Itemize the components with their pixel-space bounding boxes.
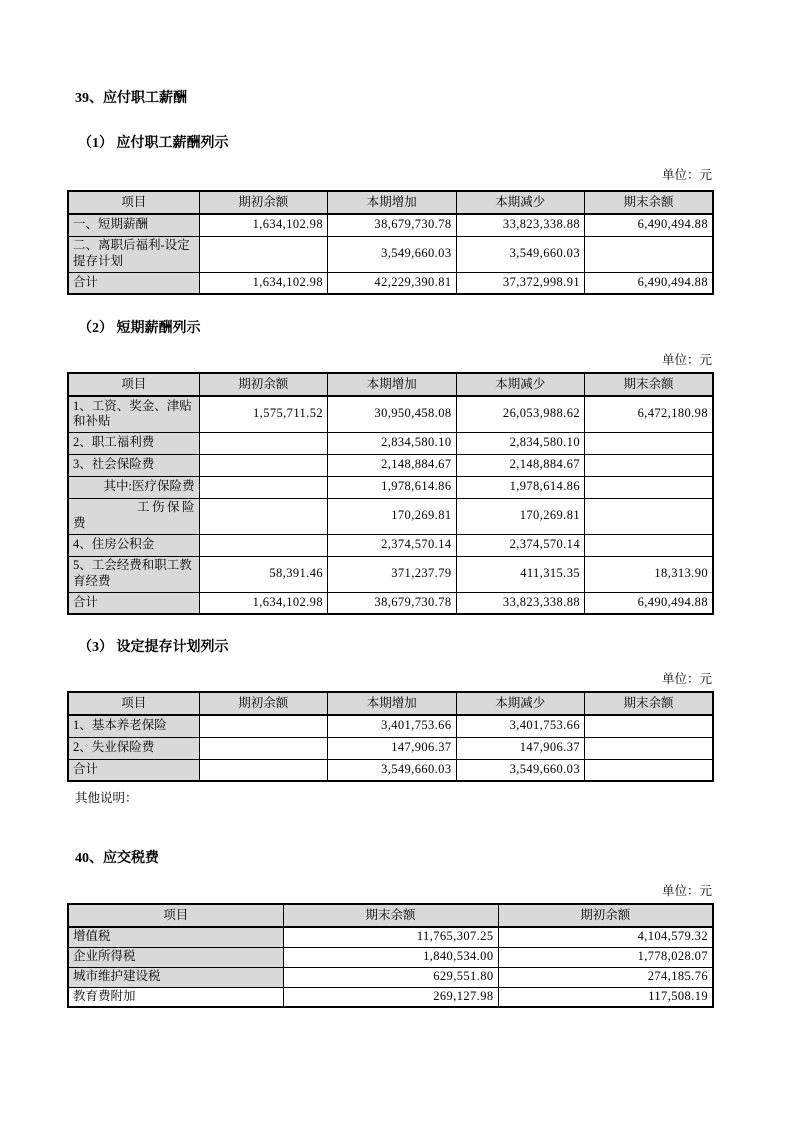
cell-beginning-balance: 4,104,579.32 — [498, 927, 713, 947]
cell-ending-balance: 629,551.80 — [283, 967, 498, 987]
column-header-current-increase: 本期增加 — [328, 373, 457, 396]
cell-current-decrease: 26,053,988.62 — [456, 396, 585, 432]
cell-beginning-balance — [199, 432, 328, 454]
unit-label: 单位：元 — [661, 353, 712, 367]
cell-current-increase: 3,549,660.03 — [328, 236, 457, 272]
table-row — [68, 432, 713, 454]
cell-ending-balance: 269,127.98 — [283, 987, 498, 1007]
table-header-row — [68, 692, 713, 715]
column-header-current-decrease: 本期减少 — [456, 692, 585, 715]
table-taxes-payable — [67, 903, 714, 1008]
cell-current-decrease: 2,374,570.14 — [456, 534, 585, 556]
cell-current-decrease: 3,549,660.03 — [456, 236, 585, 272]
section-39-title: 39、应付职工薪酬 — [75, 91, 187, 106]
cell-current-increase: 42,229,390.81 — [328, 272, 457, 294]
cell-current-increase: 2,834,580.10 — [328, 432, 457, 454]
table-header-row — [68, 904, 713, 927]
cell-current-increase: 371,237.79 — [328, 556, 457, 592]
cell-ending-balance — [585, 715, 714, 737]
cell-current-increase: 1,978,614.86 — [328, 476, 457, 498]
cell-current-increase: 38,679,730.78 — [328, 592, 457, 614]
cell-beginning-balance — [199, 498, 328, 534]
table-row — [68, 967, 713, 987]
table-row — [68, 454, 713, 476]
cell-item-label: 增值税 — [68, 927, 283, 947]
cell-ending-balance — [585, 236, 714, 272]
column-header-item: 项目 — [68, 373, 199, 396]
cell-item-label: 一、短期薪酬 — [68, 214, 199, 236]
cell-ending-balance — [585, 432, 714, 454]
table-row — [68, 947, 713, 967]
cell-item-label: 城市维护建设税 — [68, 967, 283, 987]
section-39-subsection-3-title: （3） 设定提存计划列示 — [78, 640, 229, 655]
table-row — [68, 737, 713, 759]
cell-item-label: 5、工会经费和职工教育经费 — [68, 556, 199, 592]
column-header-ending-balance: 期末余额 — [585, 191, 714, 214]
cell-item-label: 二、离职后福利-设定提存计划 — [68, 236, 199, 272]
table-total-row — [68, 272, 713, 294]
cell-current-decrease: 170,269.81 — [456, 498, 585, 534]
table-row — [68, 987, 713, 1007]
cell-current-decrease: 2,148,884.67 — [456, 454, 585, 476]
table-row — [68, 498, 713, 534]
table-row — [68, 396, 713, 432]
cell-ending-balance — [585, 737, 714, 759]
column-header-item: 项目 — [68, 692, 199, 715]
cell-ending-balance — [585, 476, 714, 498]
cell-item-label: 其中:医疗保险费 — [68, 476, 199, 498]
cell-beginning-balance: 1,634,102.98 — [199, 214, 328, 236]
cell-ending-balance — [585, 534, 714, 556]
column-header-beginning-balance: 期初余额 — [199, 191, 328, 214]
column-header-current-increase: 本期增加 — [328, 191, 457, 214]
column-header-current-decrease: 本期减少 — [456, 191, 585, 214]
column-header-ending-balance: 期末余额 — [585, 373, 714, 396]
cell-beginning-balance — [199, 454, 328, 476]
cell-current-decrease: 411,315.35 — [456, 556, 585, 592]
cell-item-label: 3、社会保险费 — [68, 454, 199, 476]
column-header-ending-balance: 期末余额 — [585, 692, 714, 715]
cell-item-label: 4、住房公积金 — [68, 534, 199, 556]
cell-ending-balance — [585, 498, 714, 534]
column-header-beginning-balance: 期初余额 — [498, 904, 713, 927]
table-row — [68, 927, 713, 947]
cell-ending-balance: 11,765,307.25 — [283, 927, 498, 947]
table-row — [68, 476, 713, 498]
cell-current-increase: 2,374,570.14 — [328, 534, 457, 556]
cell-current-decrease: 1,978,614.86 — [456, 476, 585, 498]
other-note-label: 其他说明： — [75, 791, 138, 805]
unit-label: 单位：元 — [661, 168, 712, 182]
section-39-subsection-1-title: （1） 应付职工薪酬列示 — [78, 136, 229, 151]
cell-current-decrease: 2,834,580.10 — [456, 432, 585, 454]
cell-current-increase: 170,269.81 — [328, 498, 457, 534]
table-total-row — [68, 592, 713, 614]
cell-item-label: 1、基本养老保险 — [68, 715, 199, 737]
unit-label: 单位：元 — [661, 884, 712, 898]
cell-ending-balance: 6,490,494.88 — [585, 592, 714, 614]
cell-beginning-balance: 58,391.46 — [199, 556, 328, 592]
cell-beginning-balance — [199, 236, 328, 272]
cell-ending-balance: 6,490,494.88 — [585, 272, 714, 294]
cell-current-increase: 2,148,884.67 — [328, 454, 457, 476]
cell-ending-balance: 18,313.90 — [585, 556, 714, 592]
cell-total-label: 合计 — [68, 759, 199, 781]
column-header-beginning-balance: 期初余额 — [199, 373, 328, 396]
section-40-title: 40、应交税费 — [75, 851, 159, 866]
cell-item-label: 教育费附加 — [68, 987, 283, 1007]
cell-current-decrease: 3,401,753.66 — [456, 715, 585, 737]
table-row — [68, 534, 713, 556]
cell-ending-balance — [585, 454, 714, 476]
cell-item-label: 1、工资、奖金、津贴和补贴 — [68, 396, 199, 432]
cell-beginning-balance — [199, 476, 328, 498]
cell-current-decrease: 37,372,998.91 — [456, 272, 585, 294]
cell-beginning-balance — [199, 715, 328, 737]
cell-total-label: 合计 — [68, 272, 199, 294]
cell-item-label: 工伤保险费 — [68, 498, 199, 534]
cell-current-increase: 3,549,660.03 — [328, 759, 457, 781]
table-header-row — [68, 373, 713, 396]
unit-label: 单位：元 — [661, 672, 712, 686]
table-row — [68, 556, 713, 592]
cell-ending-balance: 6,472,180.98 — [585, 396, 714, 432]
table-header-row — [68, 191, 713, 214]
cell-current-increase: 147,906.37 — [328, 737, 457, 759]
table-employee-compensation-summary — [67, 190, 714, 295]
cell-current-decrease: 33,823,338.88 — [456, 592, 585, 614]
cell-beginning-balance — [199, 534, 328, 556]
cell-total-label: 合计 — [68, 592, 199, 614]
table-short-term-compensation — [67, 372, 714, 615]
cell-beginning-balance: 1,634,102.98 — [199, 272, 328, 294]
column-header-item: 项目 — [68, 191, 199, 214]
table-row — [68, 715, 713, 737]
cell-item-label: 2、职工福利费 — [68, 432, 199, 454]
cell-beginning-balance: 117,508.19 — [498, 987, 713, 1007]
cell-current-decrease: 33,823,338.88 — [456, 214, 585, 236]
cell-current-decrease: 147,906.37 — [456, 737, 585, 759]
cell-beginning-balance: 1,778,028.07 — [498, 947, 713, 967]
cell-item-label: 2、失业保险费 — [68, 737, 199, 759]
cell-ending-balance: 1,840,534.00 — [283, 947, 498, 967]
cell-ending-balance: 6,490,494.88 — [585, 214, 714, 236]
column-header-item: 项目 — [68, 904, 283, 927]
table-row — [68, 236, 713, 272]
cell-beginning-balance: 274,185.76 — [498, 967, 713, 987]
cell-current-increase: 30,950,458.08 — [328, 396, 457, 432]
column-header-beginning-balance: 期初余额 — [199, 692, 328, 715]
cell-current-decrease: 3,549,660.03 — [456, 759, 585, 781]
cell-current-increase: 38,679,730.78 — [328, 214, 457, 236]
table-total-row — [68, 759, 713, 781]
cell-beginning-balance — [199, 759, 328, 781]
column-header-current-increase: 本期增加 — [328, 692, 457, 715]
cell-beginning-balance: 1,634,102.98 — [199, 592, 328, 614]
cell-current-increase: 3,401,753.66 — [328, 715, 457, 737]
cell-beginning-balance: 1,575,711.52 — [199, 396, 328, 432]
column-header-ending-balance: 期末余额 — [283, 904, 498, 927]
cell-beginning-balance — [199, 737, 328, 759]
section-39-subsection-2-title: （2） 短期薪酬列示 — [78, 321, 201, 336]
cell-item-label: 企业所得税 — [68, 947, 283, 967]
table-row — [68, 214, 713, 236]
cell-ending-balance — [585, 759, 714, 781]
table-defined-contribution-plan — [67, 691, 714, 782]
column-header-current-decrease: 本期减少 — [456, 373, 585, 396]
